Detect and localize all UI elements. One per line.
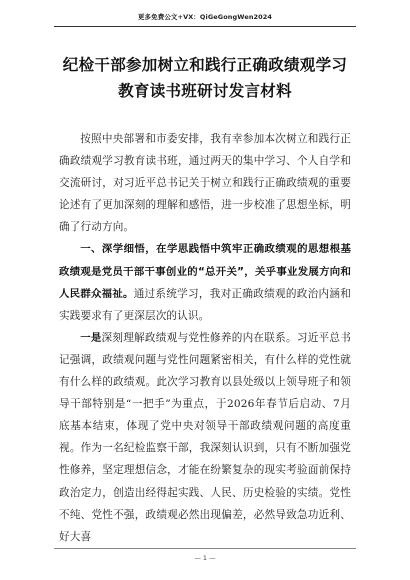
paragraph-point-1: [59, 327, 351, 548]
page-number: — 1 —: [194, 554, 216, 562]
header-divider: [54, 26, 356, 27]
footer-divider: [54, 548, 356, 549]
title-line-1: 纪检干部参加树立和践行正确政绩观学习: [62, 55, 348, 74]
paragraph-intro: 按照中央部署和市委安排，我有幸参加本次树立和践行正确政绩观学习教育读书班，通过两天的集中学习、个人自学和交流研讨，对习近平总书记关于树立和践行正确政绩观的重要论述有了更加深刻的理解和感悟，进一步校准了思想坐标，明确了行动方向。: [59, 133, 351, 234]
document-title: [40, 52, 370, 104]
header-note: 更多免费公文+VX：QiGeGongWen2024: [137, 13, 273, 21]
paragraph-section-1: [59, 238, 351, 326]
title-line-2: 教育读书班研讨发言材料: [118, 81, 292, 100]
point-1-lead: 一是: [80, 331, 102, 344]
document-body: [59, 128, 351, 548]
section-1-heading: 一、深学细悟，在学思践悟中筑牢正确政绩观的思想根基政绩观是党员干部干事创业的“总开关”，关乎事业发展方向和人民群众福祉。: [59, 243, 351, 300]
point-1-text: 深刻理解政绩观与党性修养的内在联系。习近平总书记强调，政绩观问题与党性问题紧密相关，有什么样的党性就有什么样的政绩观。此次学习教育以县处级以上领导班子和领导干部特别是“一把手”为重点，于2026年春节后启动、7月底基本结束，体现了党中央对领导干部政绩观问题的高度重视。作为一名纪检监察干部，我深刻认识到，只有不断加强党性修养，坚定理想信念，才能在纷繁复杂的现实考验面前保持政治定力，创造出经得起实践、人民、历史检验的实绩。党性不纯、党性不强，政绩观必然出现偏差，必然导致急功近利、好大喜: [59, 331, 351, 543]
section-1-text: 通过系统学习，我对正确政绩观的政治内涵和实践要求有了更深层次的认识。: [59, 287, 351, 322]
